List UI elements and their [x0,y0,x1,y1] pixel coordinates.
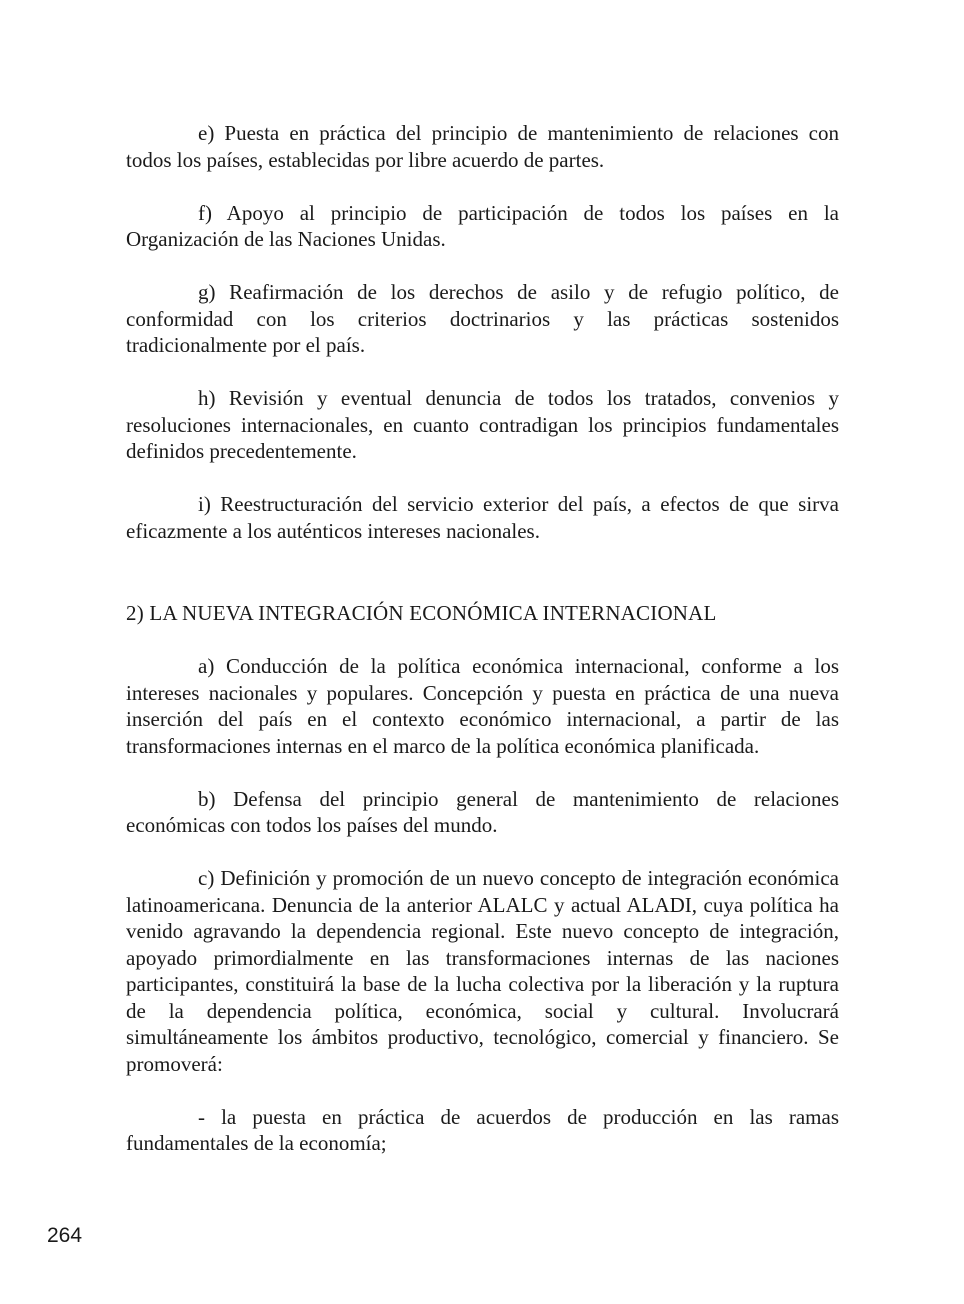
item-h-paragraph: h) Revisión y eventual denuncia de todos los tratados, convenios y resoluciones internacionales, en cuanto contradigan los principios fundamentales definidos precedentemente. [126,386,839,463]
item-f-paragraph: f) Apoyo al principio de participación de todos los países en la Organización de las Naciones Unidas. [126,200,839,251]
page-number: 264 [47,1224,83,1247]
item-e-paragraph: e) Puesta en práctica del principio de mantenimiento de relaciones con todos los países, establecidas por libre acuerdo de partes. [126,121,839,172]
section-heading: 2) LA NUEVA INTEGRACIÓN ECONÓMICA INTERNACIONAL [126,601,717,625]
item-g-paragraph: g) Reafirmación de los derechos de asilo y de refugio político, de conformidad con los criterios doctrinarios y las prácticas sostenidos tradicionalmente por el país. [126,280,839,357]
page-body [126,120,839,1157]
item-c-paragraph: c) Definición y promoción de un nuevo concepto de integración económica latinoamericana. Denuncia de la anterior ALALC y actual ALADI, cuya política ha venido agravando la dependencia regional. Este nuevo concepto de integración, apoyado primordialmente en las transformaciones internas de las naciones participantes, constituirá la base de la lucha colectiva por la liberación y la ruptura de la dependencia política, económica, social y cultural. Involucrará simultáneamente los ámbitos productivo, tecnológico, comercial y financiero. Se promoverá: [126,866,839,1076]
item-a-paragraph: a) Conducción de la política económica internacional, conforme a los intereses nacionales y populares. Concepción y puesta en práctica de una nueva inserción del país en el contexto económico internacional, a partir de las transformaciones internas en el marco de la política económica planificada. [126,654,839,758]
item-i-paragraph: i) Reestructuración del servicio exterior del país, a efectos de que sirva eficazmente a los auténticos intereses nacionales. [126,492,839,543]
item-b-paragraph: b) Defensa del principio general de mantenimiento de relaciones económicas con todos los países del mundo. [126,786,839,837]
bullet-paragraph: - la puesta en práctica de acuerdos de producción en las ramas fundamentales de la economía; [126,1104,839,1155]
